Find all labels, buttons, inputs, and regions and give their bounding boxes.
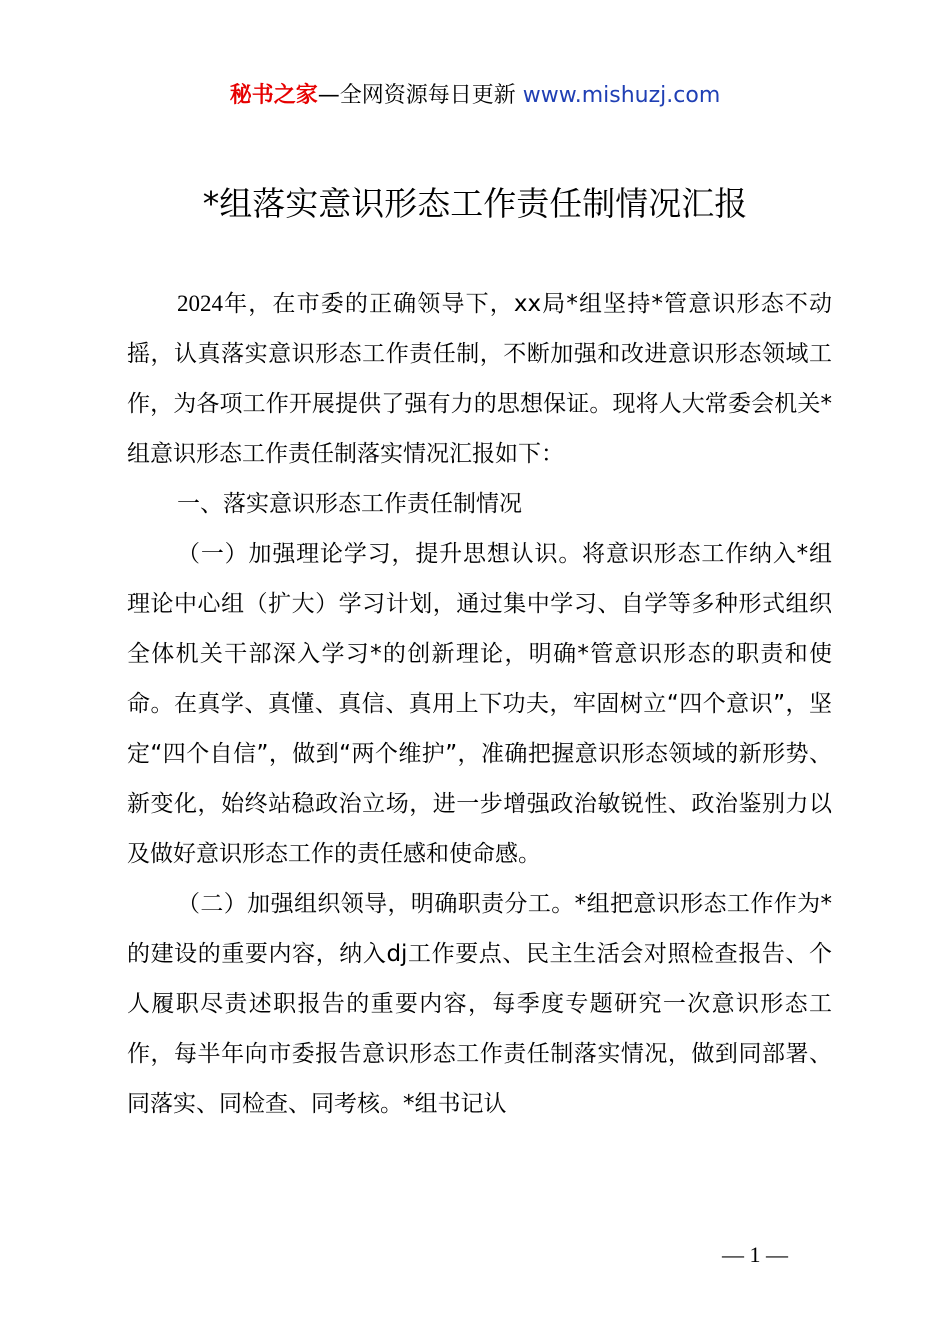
document-body — [127, 279, 832, 1129]
site-tagline: —全网资源每日更新 — [317, 83, 523, 108]
site-header — [0, 80, 950, 112]
page-number: — 1 — — [722, 1242, 788, 1267]
paragraph-theory-study: （一）加强理论学习，提升思想认识。将意识形态工作纳入*组理论中心组（扩大）学习计划，通过集中学习、自学等多种形式组织全体机关干部深入学习*的创新理论，明确*管意识形态的职责和使命。在真学、真懂、真信、真用上下功夫，牢固树立“四个意识”，坚定“四个自信”，做到“两个维护”，准确把握意识形态领域的新形势、新变化，始终站稳政治立场，进一步增强政治敏锐性、政治鉴别力以及做好意识形态工作的责任感和使命感。 — [127, 541, 832, 867]
paragraph-organization: （二）加强组织领导，明确职责分工。*组把意识形态工作作为*的建设的重要内容，纳入dj工作要点、民主生活会对照检查报告、个人履职尽责述职报告的重要内容，每季度专题研究一次意识形态工作，每半年向市委报告意识形态工作责任制落实情况，做到同部署、同落实、同检查、同考核。*组书记认 — [127, 891, 832, 1117]
site-brand: 秘书之家 — [229, 83, 318, 108]
paragraph-intro — [127, 279, 832, 479]
site-url-link[interactable]: www.mishuzj.com — [522, 83, 721, 108]
document-title: *组落实意识形态工作责任制情况汇报 — [202, 184, 748, 223]
section-heading-1: 一、落实意识形态工作责任制情况 — [177, 491, 522, 517]
paragraph-intro-year: 2024 — [177, 291, 223, 316]
paragraph-intro-text: 年，在市委的正确领导下，xx局*组坚持*管意识形态不动摇，认真落实意识形态工作责任制，不断加强和改进意识形态领域工作，为各项工作开展提供了强有力的思想保证。现将人大常委会机关*组意识形态工作责任制落实情况汇报如下： — [127, 291, 832, 467]
